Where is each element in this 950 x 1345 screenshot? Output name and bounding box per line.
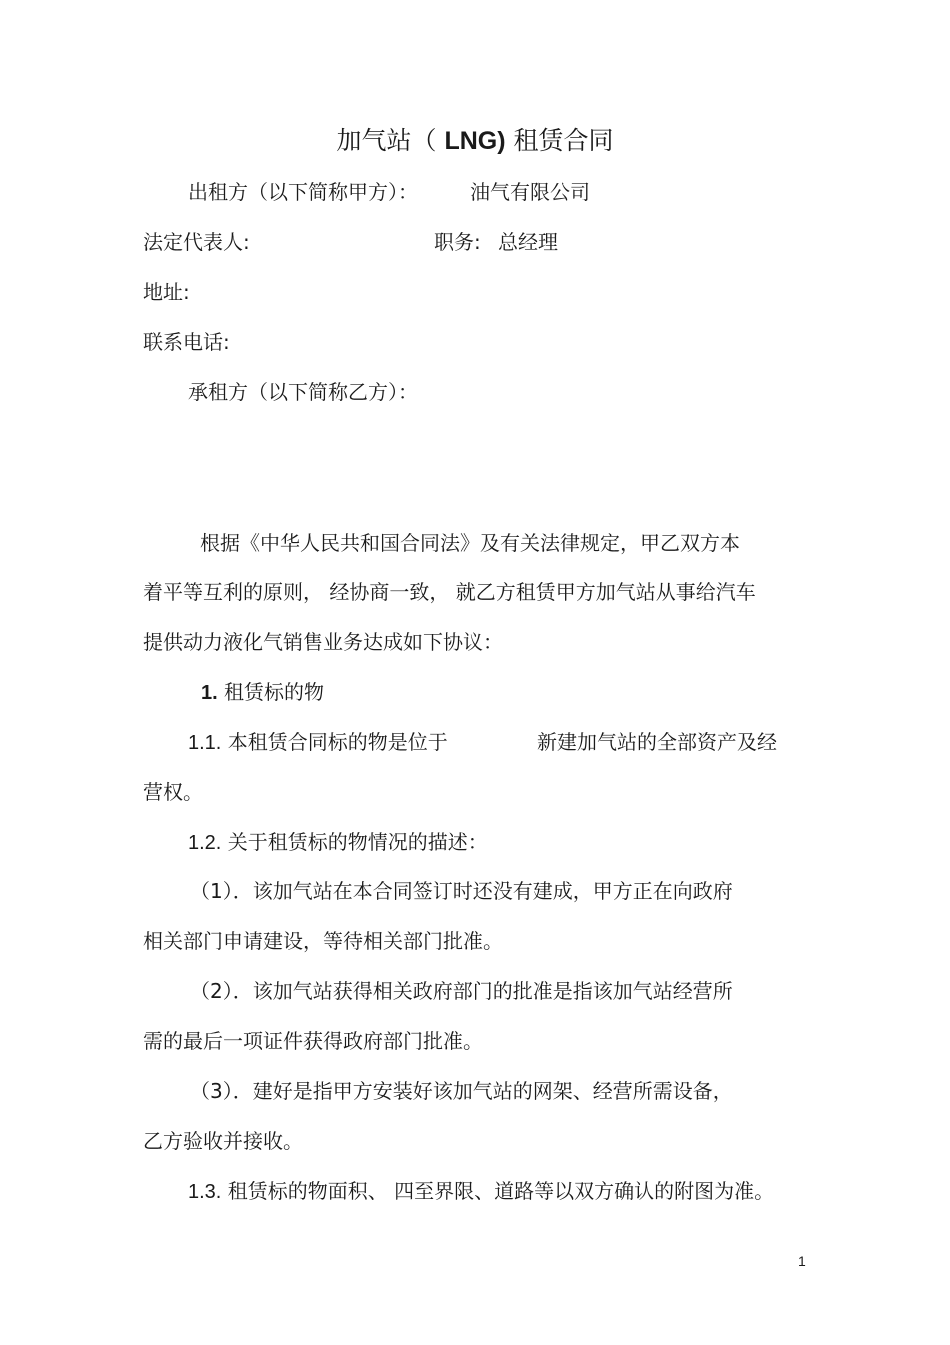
title-part-2: LNG) xyxy=(444,127,506,155)
clause-1-2-number: 1.2. xyxy=(188,832,222,854)
lessor-label: 出租方（以下简称甲方）： xyxy=(188,180,418,204)
clause-1-1-text-b: 新建加气站的全部资产及经 xyxy=(537,730,777,754)
clause-1-3-number: 1.3. xyxy=(188,1181,222,1203)
item-3-line-1 xyxy=(190,1077,733,1105)
item-1-number: （1） xyxy=(190,879,233,903)
title-part-3: 租赁合同 xyxy=(505,126,614,155)
clause-1-2-text: 关于租赁标的物情况的描述： xyxy=(227,830,488,854)
legal-rep-label: 法定代表人: xyxy=(143,230,250,254)
clause-1-3 xyxy=(188,1177,774,1206)
item-1-text-1: ．该加气站在本合同签订时还没有建成，甲方正在向政府 xyxy=(232,879,733,903)
section-1-number: 1. xyxy=(201,682,218,704)
phone-label: 联系电话: xyxy=(143,330,230,354)
item-2-number: （2） xyxy=(190,979,233,1003)
position-value: 总经理 xyxy=(498,230,558,254)
item-1-line-2: 相关部门申请建设，等待相关部门批准。 xyxy=(143,929,503,953)
lessee-label: 承租方（以下简称乙方）： xyxy=(188,380,418,404)
item-3-text-1: ．建好是指甲方安装好该加气站的网架、经营所需设备， xyxy=(232,1079,733,1103)
clause-1-3-text: 租赁标的物面积、 四至界限、道路等以双方确认的附图为准。 xyxy=(227,1179,775,1203)
clause-1-1 xyxy=(188,728,448,757)
item-3-line-2: 乙方验收并接收。 xyxy=(143,1129,303,1153)
preamble-line-1: 根据《中华人民共和国合同法》及有关法律规定，甲乙双方本 xyxy=(200,531,740,555)
title-part-1: 加气站（ xyxy=(336,126,445,155)
contract-title xyxy=(0,124,950,158)
item-2-line-2: 需的最后一项证件获得政府部门批准。 xyxy=(143,1029,483,1053)
page-number: 1 xyxy=(798,1253,806,1269)
preamble-line-3: 提供动力液化气销售业务达成如下协议： xyxy=(143,630,503,654)
clause-1-1-text-a: 本租赁合同标的物是位于 xyxy=(227,730,448,754)
item-3-number: （3） xyxy=(190,1079,233,1103)
item-2-text-1: ．该加气站获得相关政府部门的批准是指该加气站经营所 xyxy=(232,979,733,1003)
item-2-line-1 xyxy=(190,977,733,1005)
clause-1-2 xyxy=(188,828,488,857)
position-label: 职务: xyxy=(434,230,481,254)
address-label: 地址: xyxy=(143,280,190,304)
lessor-name: 油气有限公司 xyxy=(470,180,590,204)
preamble-line-2: 着平等互利的原则， 经协商一致， 就乙方租赁甲方加气站从事给汽车 xyxy=(143,580,756,604)
section-1-heading xyxy=(201,678,324,707)
clause-1-1-number: 1.1. xyxy=(188,732,222,754)
section-1-title: 租赁标的物 xyxy=(224,680,325,704)
clause-1-1-text-c: 营权。 xyxy=(143,780,203,804)
item-1-line-1 xyxy=(190,877,733,905)
